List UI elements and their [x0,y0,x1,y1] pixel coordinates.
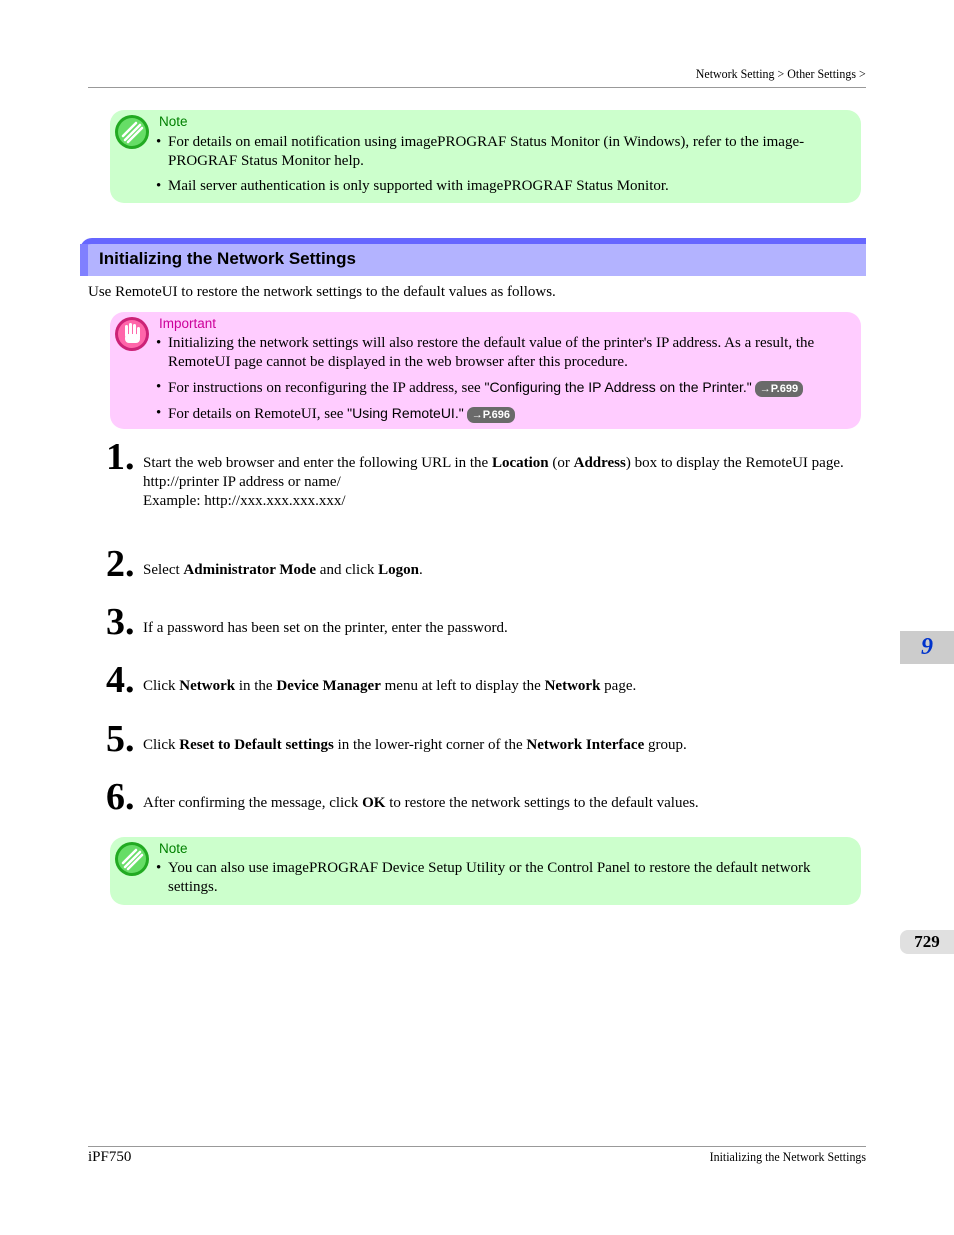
important-item: • For details on RemoteUI, see "Using RemoteUI." →P.696 [156,404,846,424]
remoteui-link[interactable]: "Using RemoteUI." [347,405,464,421]
step-number: 1. [106,436,135,478]
chapter-tab[interactable] [900,631,954,664]
step-number: 4. [106,659,135,701]
step-number: 3. [106,601,135,643]
note-item: • Mail server authentication is only supported with imagePROGRAF Status Monitor. [156,177,846,196]
chapter-number: 9 [921,634,933,660]
note-item: • For details on email notification using imagePROGRAF Status Monitor (in Windows), refer to the image-PROGRAF Status Monitor help. [156,133,846,171]
important-item: • For instructions on reconfiguring the IP address, see "Configuring the IP Address on the Printer." →P.699 [156,378,846,398]
step-text: Click Reset to Default settings in the lower-right corner of the Network Interface group. [143,737,687,753]
footer-model: iPF750 [88,1149,132,1165]
page-number-box [900,930,954,954]
hand-stop-icon [114,316,150,352]
step-text: Click Network in the Device Manager menu at left to display the Network page. [143,678,637,694]
note-callout-1 [110,110,861,203]
step-number: 2. [106,543,135,585]
note-callout-2 [110,837,861,905]
important-callout [110,312,861,429]
important-label: Important [159,316,217,331]
step-text: Select Administrator Mode and click Logon. [143,562,423,578]
note-list [156,859,846,903]
note-label: Note [159,114,188,129]
note-list [156,133,846,202]
step-number: 6. [106,776,135,818]
note-item: • You can also use imagePROGRAF Device Setup Utility or the Control Panel to restore the default network settings. [156,859,846,897]
section-title: Initializing the Network Settings [99,249,356,268]
section-heading-bar [80,238,866,276]
page-ref-696[interactable]: →P.696 [467,407,515,423]
header-divider [88,87,866,88]
pencil-icon [114,841,150,877]
step-text: Start the web browser and enter the following URL in the Location (or Address) box to display the RemoteUI page. http://printer IP address or name/ Example: http://xxx.xxx.xxx.xxx/ [143,455,844,509]
page-number: 729 [914,932,940,951]
important-list [156,334,846,430]
ip-config-link[interactable]: "Configuring the IP Address on the Printer." [484,379,752,395]
important-item: • Initializing the network settings will also restore the default value of the printer's IP address. As a result, the RemoteUI page cannot be displayed in the web browser after this procedure. [156,334,846,372]
footer-section-title: Initializing the Network Settings [709,1149,866,1164]
page-ref-699[interactable]: →P.699 [755,381,803,397]
section-intro: Use RemoteUI to restore the network settings to the default values as follows. [88,284,556,300]
note-label: Note [159,841,188,856]
step-number: 5. [106,718,135,760]
footer-divider [88,1146,866,1147]
step-text: After confirming the message, click OK to restore the network settings to the default values. [143,795,699,811]
breadcrumb: Network Setting > Other Settings > [696,66,866,81]
step-text: If a password has been set on the printer, enter the password. [143,620,508,636]
pencil-icon [114,114,150,150]
